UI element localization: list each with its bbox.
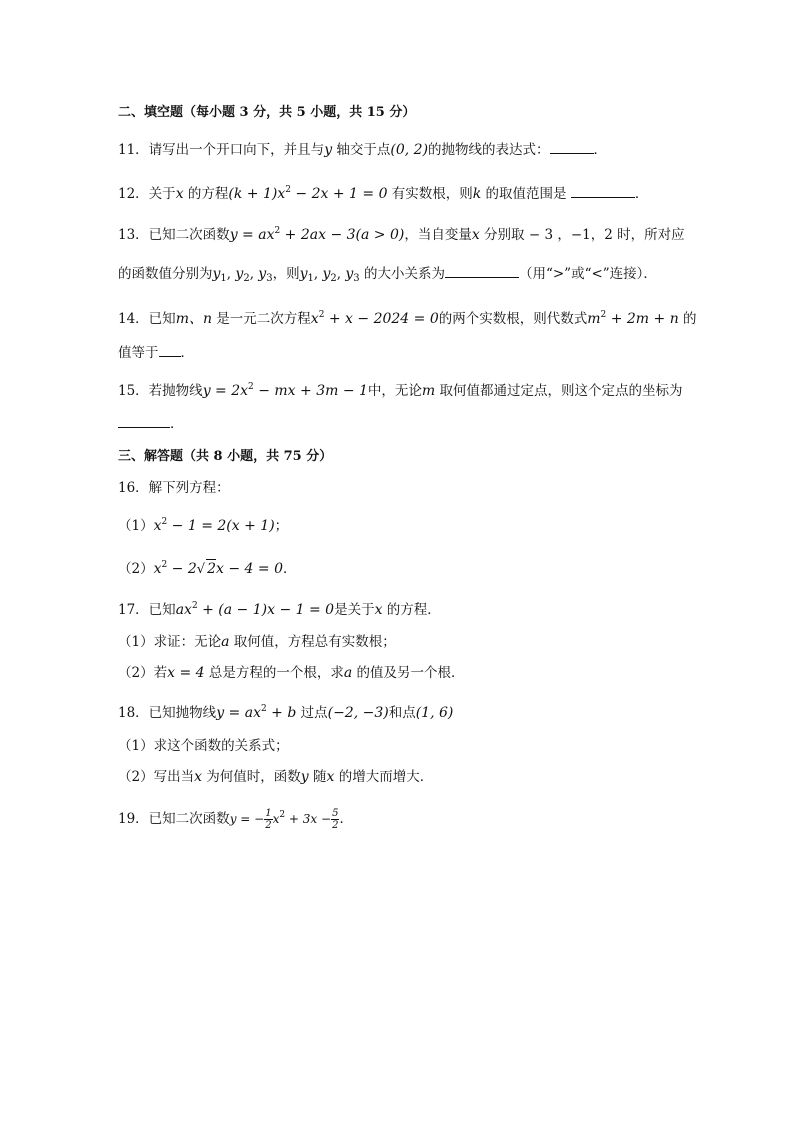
q13-sub: 2	[243, 273, 250, 284]
q14-text: 值等于	[118, 345, 159, 361]
q14-expression: m	[587, 311, 601, 327]
question-11	[118, 140, 698, 159]
q19-equation: y = −	[229, 812, 265, 826]
q15-equation: − mx + 3m − 1	[253, 383, 368, 399]
q13-exponent: 2	[274, 226, 281, 236]
q13-y3: y	[258, 266, 267, 282]
question-14	[118, 306, 698, 328]
q14-end: ．	[180, 345, 194, 361]
q13-text: 的函数值分别为	[118, 266, 213, 282]
answer-blank[interactable]	[118, 414, 170, 428]
q13-equation: y = ax	[229, 227, 275, 243]
q18-equation: y = ax	[216, 705, 261, 721]
q16-equation: x	[153, 561, 162, 577]
fraction-numerator: 5	[332, 808, 339, 819]
q16-end: ．	[282, 561, 297, 577]
q18-text: （1）求这个函数的关系式；	[118, 738, 289, 754]
q12-var-x: x	[175, 186, 184, 202]
q16-exponent: 2	[161, 517, 168, 527]
q13-y2: y	[322, 266, 331, 282]
q12-text: 的取值范围是	[481, 186, 571, 202]
question-16-part-2	[118, 556, 698, 579]
q16-equation: − 2	[167, 561, 197, 577]
section-heading-text: 三、解答题（共 8 小题，共 75 分）	[118, 449, 333, 464]
q17-text: （2）若	[118, 665, 168, 681]
q13-y2: y	[235, 266, 244, 282]
q18-text: 的增大而增大．	[334, 769, 434, 785]
q15-text: 中，无论	[367, 383, 422, 399]
fraction-denominator: 2	[332, 820, 339, 831]
q16-equation: x	[153, 518, 162, 534]
q12-text: 12．关于	[118, 186, 176, 202]
q13-comma: ,	[336, 266, 346, 282]
q14-vars: m、n	[175, 311, 212, 327]
answer-blank[interactable]	[159, 343, 181, 357]
q18-text: 随	[308, 769, 327, 785]
question-17-part-2	[118, 664, 698, 682]
fraction-numerator: 1	[265, 808, 272, 819]
q18-text: 18．已知抛物线	[118, 705, 217, 721]
q17-text: 的值及另一个根．	[352, 665, 465, 681]
question-12	[118, 181, 698, 203]
q13-text: 的大小关系为	[359, 266, 445, 282]
q14-exponent: 2	[318, 310, 325, 320]
q17-var-x: x	[374, 602, 383, 618]
question-17	[118, 597, 698, 619]
q13-text: ，当自变量	[404, 227, 472, 243]
q14-text: 是一元二次方程	[211, 311, 311, 327]
q11-text: 轴交于点	[332, 142, 391, 158]
q16-part-label: （2）	[118, 561, 154, 577]
question-14-continued	[118, 343, 698, 362]
q13-sub: 3	[353, 273, 360, 284]
answer-blank[interactable]	[550, 140, 594, 154]
q18-text: （2）写出当	[118, 769, 195, 785]
q18-point-1: (−2, −3)	[327, 705, 389, 721]
q13-equation: + 2ax − 3(a > 0)	[280, 227, 405, 243]
q11-text: 11．请写出一个开口向下，并且与	[118, 142, 325, 158]
q13-y1: y	[299, 266, 308, 282]
q17-text: 取何值，方程总有实数根；	[229, 634, 396, 650]
question-16	[118, 479, 698, 497]
q11-text: 的抛物线的表达式：	[428, 142, 550, 158]
q18-point-2: (1, 6)	[415, 705, 454, 721]
q17-text: 17．已知	[118, 602, 176, 618]
q13-sub: 1	[220, 273, 227, 284]
question-13-continued	[118, 264, 698, 288]
q18-var-x: x	[194, 769, 202, 785]
q12-text: 有实数根，则	[387, 186, 473, 202]
q17-text: （1）求证：无论	[118, 634, 222, 650]
q17-var-a: a	[343, 665, 353, 681]
q16-radicand: 2	[207, 561, 216, 577]
q13-var-x: x	[471, 227, 480, 243]
q12-equation: (k + 1)x	[228, 186, 286, 202]
question-18-part-1	[118, 737, 698, 755]
section-heading-fill-in	[118, 104, 698, 122]
q18-var-x: x	[326, 769, 335, 785]
q11-point: (0, 2)	[390, 142, 429, 158]
q13-text: 13．已知二次函数	[118, 227, 230, 243]
q13-y1: y	[212, 266, 221, 282]
q14-text: 14．已知	[118, 311, 176, 327]
q16-text: 16．解下列方程：	[118, 480, 230, 496]
q13-comma: ,	[313, 266, 323, 282]
q17-exponent: 2	[191, 601, 198, 611]
q15-equation: y = 2x	[202, 383, 249, 399]
sqrt-icon: √	[196, 562, 206, 577]
q13-text: 分别取 − 3 ，−1，2 时，所对应	[479, 227, 685, 243]
q17-equation: x = 4	[167, 665, 205, 681]
section-heading-answer	[118, 448, 698, 466]
q15-text: 取何值都通过定点，则这个定点的坐标为	[435, 383, 683, 399]
q14-exponent: 2	[600, 310, 607, 320]
question-15	[118, 378, 698, 400]
q19-fraction	[264, 808, 272, 831]
q12-equation: − 2x + 1 = 0	[290, 186, 388, 202]
q14-equation: x	[310, 311, 319, 327]
answer-blank[interactable]	[445, 264, 519, 278]
q19-exponent: 2	[279, 810, 286, 820]
q14-expression: + 2m + n	[606, 311, 679, 327]
q13-sub: 3	[266, 273, 273, 284]
q18-exponent: 2	[260, 704, 267, 714]
q16-equation: − 1 = 2(x + 1)	[167, 518, 275, 534]
question-17-part-1	[118, 633, 698, 651]
q17-equation: ax	[175, 602, 192, 618]
q18-text: 和点	[388, 705, 416, 721]
q12-var-k: k	[472, 186, 482, 202]
question-19	[118, 806, 698, 831]
q17-text: 的方程．	[382, 602, 441, 618]
q18-text: 为何值时，函数	[202, 769, 301, 785]
q17-equation: + (a − 1)x − 1 = 0	[197, 602, 335, 618]
q13-sub: 1	[307, 273, 314, 284]
q14-equation: + x − 2024 = 0	[324, 311, 439, 327]
q16-exponent: 2	[161, 560, 168, 570]
q14-text: 的	[678, 311, 697, 327]
q19-text: 19．已知二次函数	[118, 811, 230, 827]
q12-exponent: 2	[285, 185, 291, 195]
q13-text: （用“>”或“<”连接）．	[518, 266, 657, 282]
q19-equation: + 3x −	[285, 812, 332, 826]
q12-text: 的方程	[183, 186, 229, 202]
q11-end: ．	[593, 142, 608, 158]
q15-end: ．	[170, 416, 184, 432]
q16-part-label: （1）	[118, 518, 154, 534]
q19-end: ．	[339, 811, 353, 827]
q17-text: 是关于	[334, 602, 375, 618]
question-18-part-2	[118, 768, 698, 786]
q14-text: 的两个实数根，则代数式	[438, 311, 588, 327]
q15-var-m: m	[421, 383, 436, 399]
q15-text: 15．若抛物线	[118, 383, 203, 399]
q13-comma: ,	[226, 266, 236, 282]
question-13	[118, 222, 698, 244]
question-15-continued	[118, 414, 698, 433]
question-18	[118, 700, 698, 722]
q13-text: ，则	[272, 266, 300, 282]
q11-var-y: y	[324, 142, 333, 158]
q17-text: 总是方程的一个根，求	[204, 665, 344, 681]
section-heading-text: 二、填空题（每小题 3 分，共 5 小题，共 15 分）	[118, 105, 416, 120]
q15-exponent: 2	[248, 382, 254, 392]
question-16-part-1	[118, 513, 698, 535]
q13-sub: 2	[330, 273, 337, 284]
fraction-denominator: 2	[265, 820, 272, 831]
q16-equation: x − 4 = 0	[216, 561, 283, 577]
answer-blank[interactable]	[571, 184, 635, 198]
q13-comma: ,	[249, 266, 259, 282]
q18-equation: + b	[266, 705, 297, 721]
q12-end: ．	[634, 186, 649, 202]
q18-var-y: y	[300, 769, 309, 785]
q18-text: 过点	[296, 705, 328, 721]
q16-end: ；	[274, 518, 289, 534]
q19-equation: x	[272, 812, 280, 826]
q17-var-a: a	[221, 634, 230, 650]
q13-y3: y	[345, 266, 354, 282]
